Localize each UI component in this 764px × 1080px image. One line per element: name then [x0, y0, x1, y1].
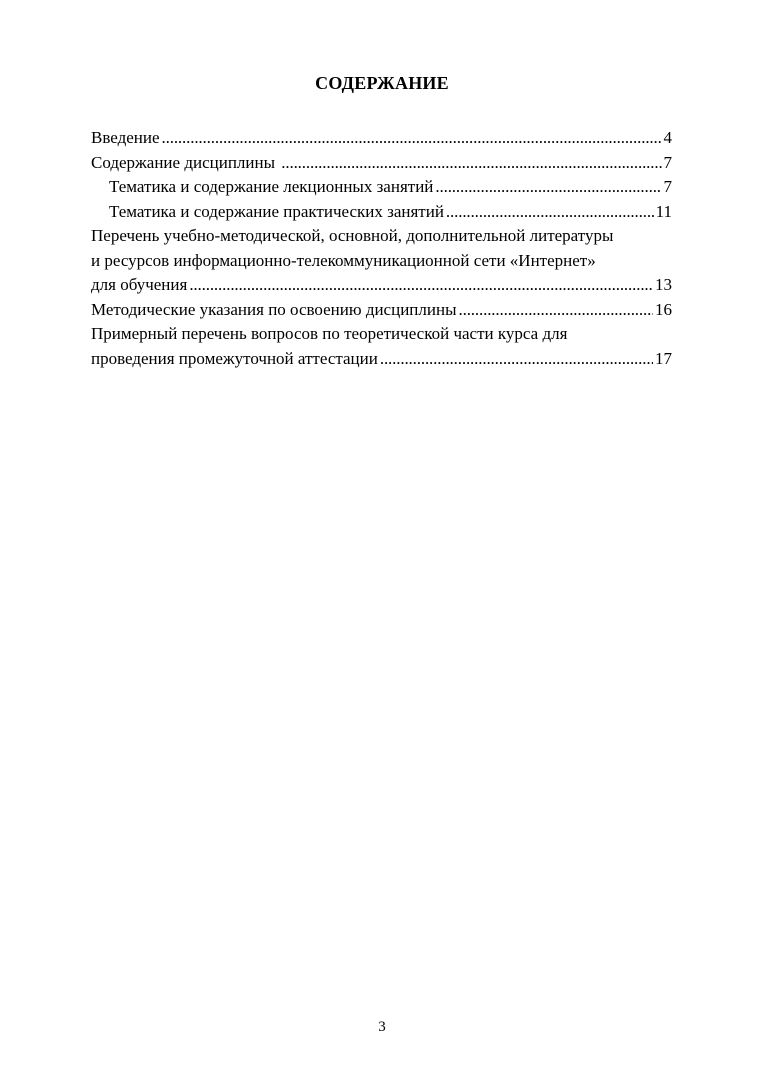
table-of-contents — [91, 126, 672, 371]
toc-line — [91, 347, 672, 372]
toc-title: СОДЕРЖАНИЕ — [315, 73, 449, 93]
toc-entry-text: Тематика и содержание практических занятий — [109, 201, 444, 221]
toc-page-number: 7 — [663, 177, 672, 196]
toc-page-number: 17 — [655, 348, 672, 368]
toc-page-number: 16 — [655, 299, 672, 319]
toc-page-number: 13 — [655, 275, 672, 294]
toc-entry-text: для обучения — [91, 275, 188, 294]
toc-line — [109, 200, 672, 225]
toc-entry-text-line: Примерный перечень вопросов по теоретической части курса для — [91, 324, 568, 343]
toc-entry-practical[interactable] — [91, 200, 672, 225]
toc-page-number: 7 — [663, 152, 672, 172]
toc-entry-introduction[interactable] — [91, 126, 672, 151]
toc-entry-lectures[interactable] — [91, 175, 672, 200]
toc-entry-text: Введение — [91, 128, 160, 147]
dot-leader — [446, 200, 654, 225]
toc-entry-guidelines[interactable] — [91, 298, 672, 323]
dot-leader — [435, 175, 661, 200]
toc-entry-literature[interactable] — [91, 224, 672, 298]
toc-entry-text: Содержание дисциплины — [91, 152, 280, 172]
toc-line — [91, 151, 672, 176]
toc-line — [109, 175, 672, 200]
toc-line — [91, 298, 672, 323]
toc-entry-course-content[interactable] — [91, 151, 672, 176]
page-number: 3 — [378, 1019, 386, 1035]
toc-line — [91, 273, 672, 298]
toc-entry-text: Тематика и содержание лекционных занятий — [109, 177, 434, 196]
dot-leader — [281, 151, 661, 176]
dot-leader — [459, 298, 654, 323]
toc-line — [91, 126, 672, 151]
dot-leader — [380, 347, 653, 372]
toc-page-number: 4 — [663, 128, 672, 147]
toc-page-number: 11 — [655, 201, 672, 221]
toc-entry-text: Методические указания по освоению дисциплины — [91, 299, 457, 319]
dot-leader — [162, 126, 662, 151]
toc-entry-text: проведения промежуточной аттестации — [91, 348, 378, 368]
toc-entry-text-line: Перечень учебно-методической, основной, дополнительной литературы — [91, 226, 614, 245]
dot-leader — [189, 273, 653, 298]
toc-entry-exam-questions[interactable] — [91, 322, 672, 371]
toc-entry-text-line: и ресурсов информационно-телекоммуникационной сети «Интернет» — [91, 250, 596, 270]
